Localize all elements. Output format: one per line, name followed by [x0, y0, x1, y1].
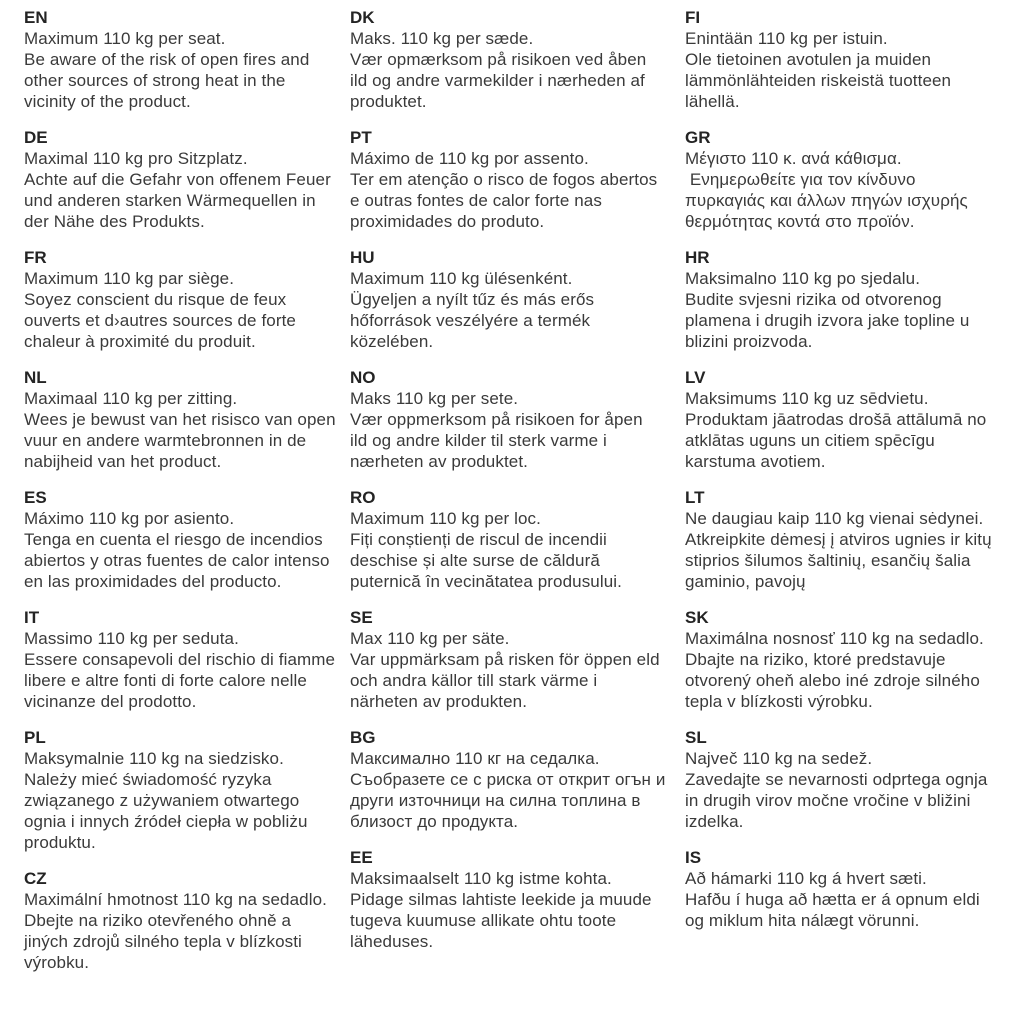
- notice-text-line: vuur en andere warmtebronnen in de: [24, 431, 307, 450]
- notice-text-line: Produktam jāatrodas drošā attālumā no: [685, 410, 987, 429]
- language-block-cz: [24, 868, 350, 973]
- notice-text-line: atklātas uguns un citiem spēcīgu: [685, 431, 935, 450]
- language-block-de: [24, 127, 350, 232]
- notice-text-line: produktu.: [24, 833, 96, 852]
- notice-text-line: jiných zdrojů silného tepla v blízkosti: [24, 932, 302, 951]
- language-code-label: DE: [24, 128, 48, 147]
- notice-text-line: Maksimalno 110 kg po sjedalu.: [685, 269, 921, 288]
- notice-text-line: Fiți conștienți de riscul de incendii: [350, 530, 607, 549]
- language-code-label: PL: [24, 728, 46, 747]
- notice-text-line: abiertos y otras fuentes de calor intenso: [24, 551, 330, 570]
- notice-text-line: Vær opmærksom på risikoen ved åben: [350, 50, 647, 69]
- notice-text-line: en las proximidades del producto.: [24, 572, 282, 591]
- notice-text-line: närheten av produkten.: [350, 692, 528, 711]
- notice-text-line: Að hámarki 110 kg á hvert sæti.: [685, 869, 927, 888]
- notice-text-line: plamena i drugih izvora jake topline u: [685, 311, 970, 330]
- language-block-lv: [685, 367, 1024, 472]
- notice-text-line: nærheten av produktet.: [350, 452, 528, 471]
- language-block-lt: [685, 487, 1024, 592]
- notice-text-line: e outras fontes de calor forte nas: [350, 191, 602, 210]
- language-code-label: HR: [685, 248, 710, 267]
- notice-text-line: ouverts et d›autres sources de forte: [24, 311, 296, 330]
- notice-text-line: związanego z używaniem otwartego: [24, 791, 300, 810]
- notice-text-line: Pidage silmas lahtiste leekide ja muude: [350, 890, 652, 909]
- notice-text-line: Ole tietoinen avotulen ja muiden: [685, 50, 932, 69]
- notice-text-line: vicinity of the product.: [24, 92, 191, 111]
- notice-text-line: Ügyeljen a nyílt tűz és más erős: [350, 290, 595, 309]
- notice-text-line: Soyez conscient du risque de feux: [24, 290, 287, 309]
- notice-text-line: Максимално 110 кг на седалка.: [350, 749, 600, 768]
- notice-text-line: Należy mieć świadomość ryzyka: [24, 770, 272, 789]
- notice-text-line: og miklum hita nálægt vörunni.: [685, 911, 920, 930]
- notice-text-line: ild og andre kilder til sterk varme i: [350, 431, 607, 450]
- notice-text-line: Wees je bewust van het risisco van open: [24, 410, 336, 429]
- language-code-label: SE: [350, 608, 373, 627]
- language-code-label: SK: [685, 608, 709, 627]
- notice-text-line: Essere consapevoli del rischio di fiamme: [24, 650, 336, 669]
- language-block-fi: [685, 7, 1024, 112]
- notice-text-line: izdelka.: [685, 812, 744, 831]
- language-column-2: [350, 7, 685, 1024]
- notice-text-line: other sources of strong heat in the: [24, 71, 286, 90]
- notice-text-line: Var uppmärksam på risken för öppen eld: [350, 650, 660, 669]
- notice-text-line: Máximo de 110 kg por assento.: [350, 149, 589, 168]
- language-block-no: [350, 367, 685, 472]
- notice-text-line: Dbejte na riziko otevřeného ohně a: [24, 911, 292, 930]
- language-block-ee: [350, 847, 685, 952]
- notice-text-line: Maximal 110 kg pro Sitzplatz.: [24, 149, 248, 168]
- notice-text-line: Maximum 110 kg per loc.: [350, 509, 541, 528]
- notice-text-line: Maximum 110 kg par siège.: [24, 269, 235, 288]
- notice-text-line: stiprios šilumos šaltinių, esančių šalia: [685, 551, 971, 570]
- notice-text-line: der Nähe des Produkts.: [24, 212, 205, 231]
- language-block-bg: [350, 727, 685, 832]
- notice-text-line: Maximum 110 kg ülésenként.: [350, 269, 573, 288]
- language-code-label: EE: [350, 848, 373, 867]
- notice-text-line: Ενημερωθείτε για τον κίνδυνο: [685, 170, 916, 189]
- language-block-sk: [685, 607, 1024, 712]
- language-block-pt: [350, 127, 685, 232]
- notice-text-line: karstuma avotiem.: [685, 452, 826, 471]
- language-code-label: DK: [350, 8, 375, 27]
- language-code-label: FR: [24, 248, 47, 267]
- notice-text-line: πυρκαγιάς και άλλων πηγών ισχυρής: [685, 191, 968, 210]
- notice-text-line: Maximum 110 kg per seat.: [24, 29, 226, 48]
- language-block-en: [24, 7, 350, 112]
- notice-text-line: Hafðu í huga að hætta er á opnum eldi: [685, 890, 980, 909]
- language-block-ro: [350, 487, 685, 592]
- language-code-label: HU: [350, 248, 375, 267]
- language-code-label: PT: [350, 128, 372, 147]
- language-code-label: CZ: [24, 869, 47, 888]
- notice-text-line: близост до продукта.: [350, 812, 519, 831]
- language-block-se: [350, 607, 685, 712]
- language-code-label: FI: [685, 8, 701, 27]
- notice-text-line: Μέγιστο 110 κ. ανά κάθισμα.: [685, 149, 902, 168]
- language-column-1: [24, 7, 350, 1024]
- notice-text-line: Max 110 kg per säte.: [350, 629, 510, 648]
- notice-text-line: Съобразете се с риска от открит огън и: [350, 770, 666, 789]
- language-code-label: EN: [24, 8, 48, 27]
- notice-text-line: Achte auf die Gefahr von offenem Feuer: [24, 170, 331, 189]
- language-code-label: IS: [685, 848, 702, 867]
- notice-text-line: Maksymalnie 110 kg na siedzisko.: [24, 749, 284, 768]
- language-code-label: RO: [350, 488, 376, 507]
- language-block-it: [24, 607, 350, 712]
- notice-text-line: och andra källor till stark värme i: [350, 671, 598, 690]
- notice-text-line: ognia i innych źródeł ciepła w pobliżu: [24, 812, 308, 831]
- notice-text-line: Maximaal 110 kg per zitting.: [24, 389, 238, 408]
- notice-text-line: други източници на силна топлина в: [350, 791, 641, 810]
- notice-text-line: Maks 110 kg per sete.: [350, 389, 519, 408]
- language-block-hr: [685, 247, 1024, 352]
- notice-text-line: lämmönlähteiden riskeistä tuotteen: [685, 71, 952, 90]
- language-block-pl: [24, 727, 350, 853]
- language-code-label: ES: [24, 488, 47, 507]
- notice-text-line: Enintään 110 kg per istuin.: [685, 29, 888, 48]
- notice-text-line: gaminio, pavojų: [685, 572, 806, 591]
- notice-text-line: ild og andre varmekilder i nærheden af: [350, 71, 645, 90]
- notice-text-line: proximidades do produto.: [350, 212, 545, 231]
- language-block-gr: [685, 127, 1024, 232]
- language-block-hu: [350, 247, 685, 352]
- language-code-label: NL: [24, 368, 47, 387]
- notice-text-line: Maks. 110 kg per sæde.: [350, 29, 534, 48]
- notice-text-line: libere e altre fonti di forte calore nelle: [24, 671, 307, 690]
- notice-text-line: Ter em atenção o risco de fogos abertos: [350, 170, 658, 189]
- notice-text-line: und anderen starken Wärmequellen in: [24, 191, 316, 210]
- notice-text-line: vicinanze del prodotto.: [24, 692, 197, 711]
- notice-text-line: in drugih virov močne vročine v bližini: [685, 791, 971, 810]
- notice-text-line: otvorený oheň alebo iné zdroje silného: [685, 671, 980, 690]
- language-block-es: [24, 487, 350, 592]
- notice-text-line: tugeva kuumuse allikate ohtu toote: [350, 911, 617, 930]
- language-code-label: LT: [685, 488, 705, 507]
- language-block-sl: [685, 727, 1024, 832]
- notice-text-line: Massimo 110 kg per seduta.: [24, 629, 239, 648]
- notice-text-line: tepla v blízkosti výrobku.: [685, 692, 873, 711]
- language-block-fr: [24, 247, 350, 352]
- notice-text-line: Atkreipkite dėmesį į atviros ugnies ir kitų: [685, 530, 992, 549]
- notice-text-line: Maximálna nosnosť 110 kg na sedadlo.: [685, 629, 984, 648]
- language-code-label: SL: [685, 728, 707, 747]
- language-block-is: [685, 847, 1024, 931]
- notice-text-line: blizini proizvoda.: [685, 332, 813, 351]
- notice-text-line: výrobku.: [24, 953, 90, 972]
- notice-text-line: Maksimaalselt 110 kg istme kohta.: [350, 869, 612, 888]
- notice-text-line: Budite svjesni rizika od otvorenog: [685, 290, 942, 309]
- notice-text-line: Ne daugiau kaip 110 kg vienai sėdynei.: [685, 509, 984, 528]
- notice-text-line: deschise și alte surse de căldură: [350, 551, 600, 570]
- notice-text-line: Največ 110 kg na sedež.: [685, 749, 873, 768]
- notice-text-line: Zavedajte se nevarnosti odprtega ognja: [685, 770, 988, 789]
- notice-text-line: Dbajte na riziko, ktoré predstavuje: [685, 650, 946, 669]
- language-code-label: NO: [350, 368, 376, 387]
- notice-text-line: puternică în vecinătatea produsului.: [350, 572, 622, 591]
- notice-text-line: hőforrások veszélyére a termék: [350, 311, 591, 330]
- notice-text-line: Be aware of the risk of open fires and: [24, 50, 310, 69]
- notice-text-line: nabijheid van het product.: [24, 452, 222, 471]
- notice-text-line: Vær oppmerksom på risikoen for åpen: [350, 410, 643, 429]
- language-code-label: GR: [685, 128, 711, 147]
- language-block-nl: [24, 367, 350, 472]
- language-code-label: BG: [350, 728, 376, 747]
- notice-text-line: Máximo 110 kg por asiento.: [24, 509, 235, 528]
- notice-text-line: Maksimums 110 kg uz sēdvietu.: [685, 389, 929, 408]
- notice-text-line: produktet.: [350, 92, 427, 111]
- notice-text-line: közelében.: [350, 332, 434, 351]
- notice-text-line: θερμότητας κοντά στο προϊόν.: [685, 212, 915, 231]
- notice-text-line: lähellä.: [685, 92, 740, 111]
- notice-text-line: läheduses.: [350, 932, 434, 951]
- notice-text-line: chaleur à proximité du produit.: [24, 332, 256, 351]
- language-code-label: IT: [24, 608, 40, 627]
- notice-text-line: Tenga en cuenta el riesgo de incendios: [24, 530, 323, 549]
- language-code-label: LV: [685, 368, 706, 387]
- language-block-dk: [350, 7, 685, 112]
- language-column-3: [685, 7, 1024, 1024]
- notice-text-line: Maximální hmotnost 110 kg na sedadlo.: [24, 890, 327, 909]
